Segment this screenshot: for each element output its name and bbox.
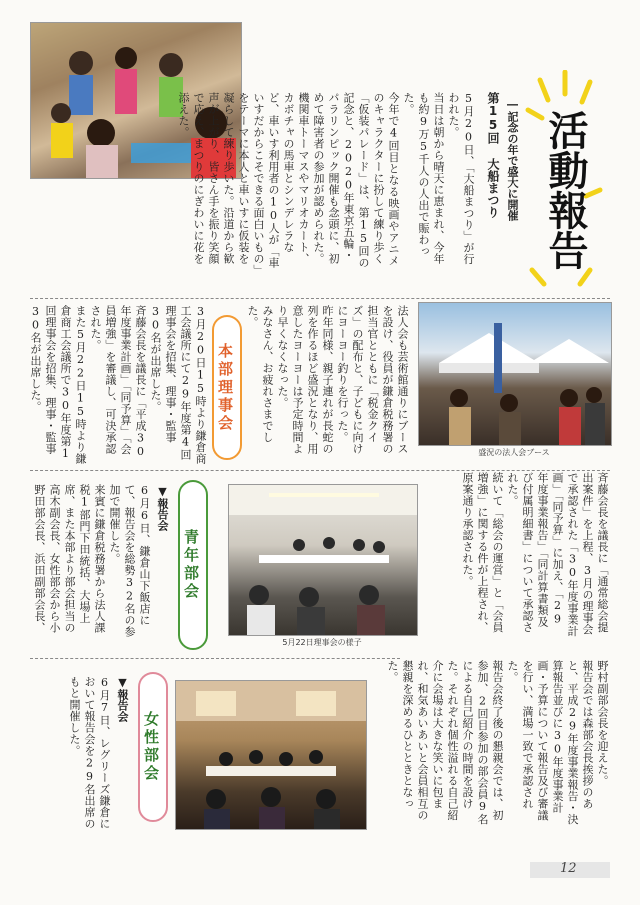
seinen-para-4: 報告会では森部会長挨拶のあと、平成29年度事業報告・決算報告並びに30年度事業計画・予算について報告及び審議を行い、満場一致で承認された。 <box>506 660 594 825</box>
ofuna-para-7: みなさん、お疲れさまでした。 <box>246 305 274 443</box>
ofuna-para-6: 昨年同様、親子連れが長蛇の列を作るほど盛況となり、用意したヨーヨーは予定時間より早くなくなった。 <box>276 305 334 455</box>
ofuna-body-text-top <box>177 92 476 272</box>
honbu-body-text-cont <box>420 472 610 637</box>
page-title-block <box>520 70 610 300</box>
event-subtitle: ―記念の年で盛大に開催 <box>506 98 519 221</box>
event-title: 第15回 大船まつり <box>486 92 500 218</box>
honbu-para-2: 斉藤会長を議長に「平成30年度事業計画」「同予算」「会員増強」を審議し、可決承認された。 <box>89 305 147 459</box>
seinen-body-text <box>33 484 152 644</box>
ofuna-para-2: 当日は朝から晴天に恵まれ、今年も約9万5千人の人出で賑わった。 <box>402 92 445 265</box>
seinen-section-label: 青年部会 <box>178 480 208 650</box>
ofuna-para-3: 今年で4回目となる映画やアニメのキャラクターに扮して練り歩く「仮装パレード」は、第15回の記念と、2020年東京五輪・パラリンピック開催も念頭に、初めて障害者の参加が認められた。 <box>312 92 400 269</box>
josei-para-1: 6月7日、レグリーズ鎌倉において報告会を29名出席のもと開催した。 <box>68 676 111 830</box>
event-heading <box>478 92 520 282</box>
meeting-illustration <box>229 485 417 635</box>
booth-illustration <box>419 303 611 445</box>
seinen-para-2: 来賓に鎌倉税務署から法人課税1部門下田統括、大場上席、また本部より部会担当の高木副会長、女性部会から小野田部会長、浜田副部会長、 <box>33 484 106 634</box>
josei-photo <box>175 680 367 830</box>
honbu-body-text <box>29 305 208 465</box>
ofuna-para-5: 法人会も芸術館通りにブースを設け、役員が鎌倉税務署の担当官とともに「税金クイズ」の配布と、子どもに向けにヨーヨー釣りを行った。 <box>336 305 409 455</box>
divider-mid <box>30 470 610 471</box>
honbu-para-1: 3月20日15時より鎌倉商工会議所にて29年度第4回理事会を招集、理事・監事30名が出席した。 <box>149 305 207 465</box>
josei-section-label: 女性部会 <box>138 672 168 822</box>
seinen-subhead: ▼報告会 <box>156 485 169 531</box>
seinen-para-1: 6月6日、鎌倉山下飯店にて、報告会を総勢32名の参加で開催した。 <box>108 484 151 638</box>
honbu-para-5: 続いて「総会の運営」と「会員増強」に関する件が上程され、原案通り承認された。 <box>461 472 504 633</box>
josei-illustration <box>176 681 366 829</box>
seinen-para-5: 報告会終了後の懇親会では、初参加、2回目参加の部会員9名による自己紹介の時間を設けた。それぞれ個性溢れる自己紹介に会場は大きな笑いに包まれ、和気あいあいと会員相互の懇親を深めるひとときとなった。 <box>386 660 504 825</box>
honbu-section-label: 本部理事会 <box>212 315 242 460</box>
page-title: 活動報告 <box>542 110 588 270</box>
page-number: 12 <box>560 861 577 876</box>
josei-subhead: ▼報告会 <box>116 676 129 722</box>
honbu-para-4: 斉藤会長を議長に「通常総会提出案件」を上程、3月の理事会で承認された「30年度事業計画」「同予算」に加え、「29年度事業報告」「同計算書類及び付属明細書」について承認された。 <box>506 472 609 637</box>
seinen-body-text-cont <box>380 660 610 830</box>
meeting-photo-caption: 5月22日理事会の様子 <box>282 638 362 647</box>
ofuna-body-text-cont <box>246 305 410 455</box>
honbu-para-3: また5月22日15時より鎌倉商工会議所で30年度第1回理事会を招集、理事・監事30名が出席した。 <box>29 305 87 465</box>
josei-body-text <box>54 676 112 836</box>
meeting-photo <box>228 484 418 636</box>
booth-photo <box>418 302 612 446</box>
divider-bottom <box>30 658 400 659</box>
booth-photo-caption: 盛況の法人会ブース <box>478 448 550 457</box>
ofuna-para-1: 5月20日、「大船まつり」が行われた。 <box>447 92 475 265</box>
seinen-para-3: 野村副部会長を迎えた。 <box>596 660 609 787</box>
divider-top <box>30 298 610 299</box>
ofuna-para-4: 機関車トーマスやマリオカート、カボチャの馬車とシンデレラなど、車いす利用者の10人が「車いすだからこそできる面白いもの」をテーマに本人と車いすに仮装を凝らして練り歩いた。沿道から歓声が上がり、皆さん手を振り笑顔で応え、まつりのにぎわいに花を添えた。 <box>177 92 310 271</box>
